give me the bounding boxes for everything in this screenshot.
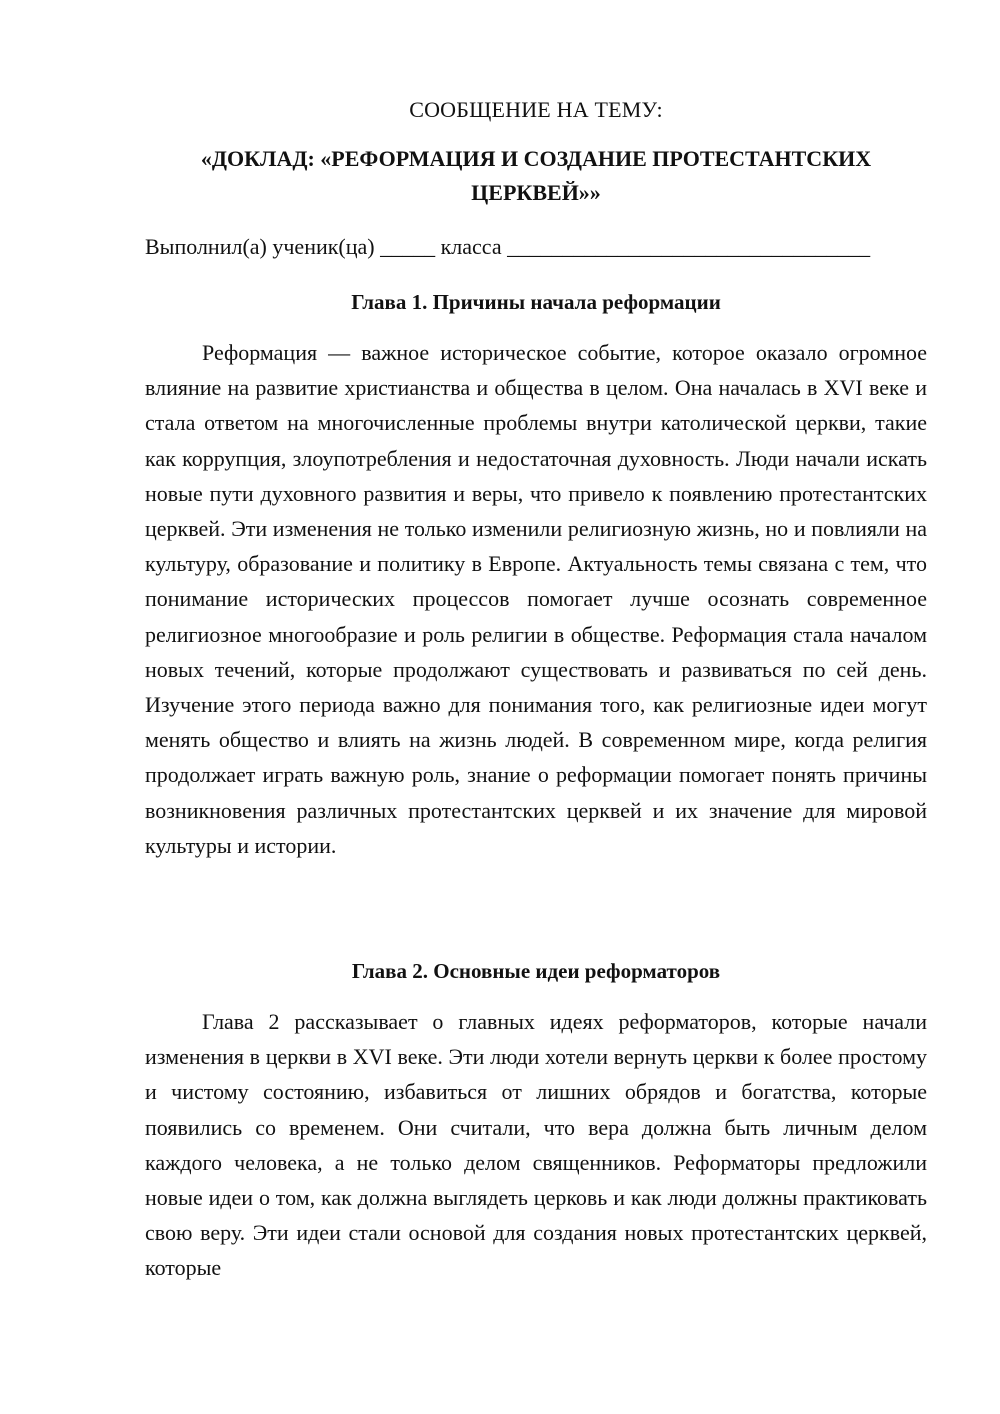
document-page	[145, 0, 927, 1414]
chapter-1-heading: Глава 1. Причины начала реформации	[351, 290, 721, 314]
author-line: Выполнил(а) ученик(ца) _____ класса _________________________________	[145, 234, 871, 259]
chapter-2-heading: Глава 2. Основные идеи реформаторов	[351, 959, 721, 983]
chapter-1-paragraph: Реформация — важное историческое событие, которое оказало огромное влияние на развитие христианства и общества в целом. Она началась в XVI веке и стала ответом на многочисленные проблемы внутри католической церкви, такие как коррупция, злоупотребления и недостаточная духовность. Люди начали искать новые пути духовного развития и веры, что привело к появлению протестантских церквей. Эти изменения не только изменили религиозную жизнь, но и повлияли на культуру, образование и политику в Европе. Актуальность темы связана с тем, что понимание исторических процессов помогает лучше осознать современное религиозное многообразие и роль религии в обществе. Реформация стала началом новых течений, которые продолжают существовать и развиваться по сей день. Изучение этого периода важно для понимания того, как религиозные идеи могут менять общество и влиять на жизнь людей. В современном мире, когда религия продолжает играть важную роль, знание о реформации помогает понять причины возникновения различных протестантских церквей и их значение для мировой культуры и истории.	[145, 340, 927, 858]
document-title: «ДОКЛАД: «РЕФОРМАЦИЯ И СОЗДАНИЕ ПРОТЕСТАНТСКИХ ЦЕРКВЕЙ»»	[200, 146, 872, 205]
chapter-2-paragraph: Глава 2 рассказывает о главных идеях реформаторов, которые начали изменения в церкви в XVI веке. Эти люди хотели вернуть церкви к более простому и чистому состоянию, избавиться от лишних обрядов и богатства, которые появились со временем. Они считали, что вера должна быть личным делом каждого человека, а не только делом священников. Реформаторы предложили новые идеи о том, как должна выглядеть церковь и как люди должны практиковать свою веру. Эти идеи стали основой для создания новых протестантских церквей, которые	[145, 1009, 927, 1281]
document-pre-title: СООБЩЕНИЕ НА ТЕМУ:	[409, 97, 663, 122]
